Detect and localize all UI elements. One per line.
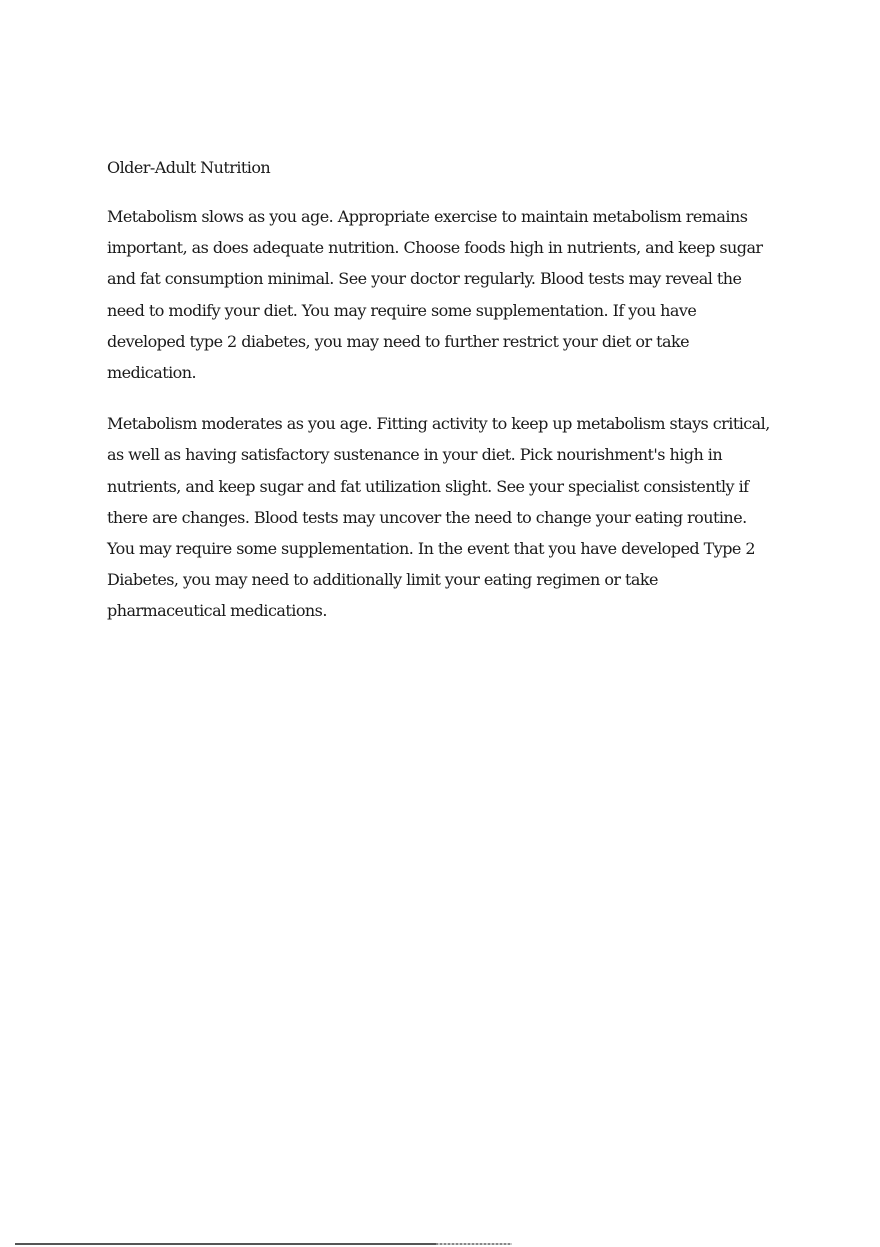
document-title: Older-Adult Nutrition [107, 158, 271, 177]
paragraph-original: Metabolism slows as you age. Appropriate exercise to maintain metabolism remains important, as does adequate nutrition. Choose foods high in nutrients, and keep sugar and fat consumption minimal. See your doctor regularly. Blood tests may reveal the need to modify your diet. You may require some supplementation. If you have developed type 2 diabetes, you may need to further restrict your diet or take medication. [107, 207, 763, 383]
paragraph-paraphrased: Metabolism moderates as you age. Fitting activity to keep up metabolism stays critical, as well as having satisfactory sustenance in your diet. Pick nourishment's high in nutrients, and keep sugar and fat utilization slight. See your specialist consistently if there are changes. Blood tests may uncover the need to change your eating routine. You may require some supplementation. In the event that you have developed Type 2 Diabetes, you may need to additionally limit your eating regimen or take pharmaceutical medications. [107, 414, 770, 621]
bottom-rule [15, 1243, 436, 1245]
bottom-rule-dotted [436, 1243, 512, 1245]
document-body [107, 155, 777, 647]
